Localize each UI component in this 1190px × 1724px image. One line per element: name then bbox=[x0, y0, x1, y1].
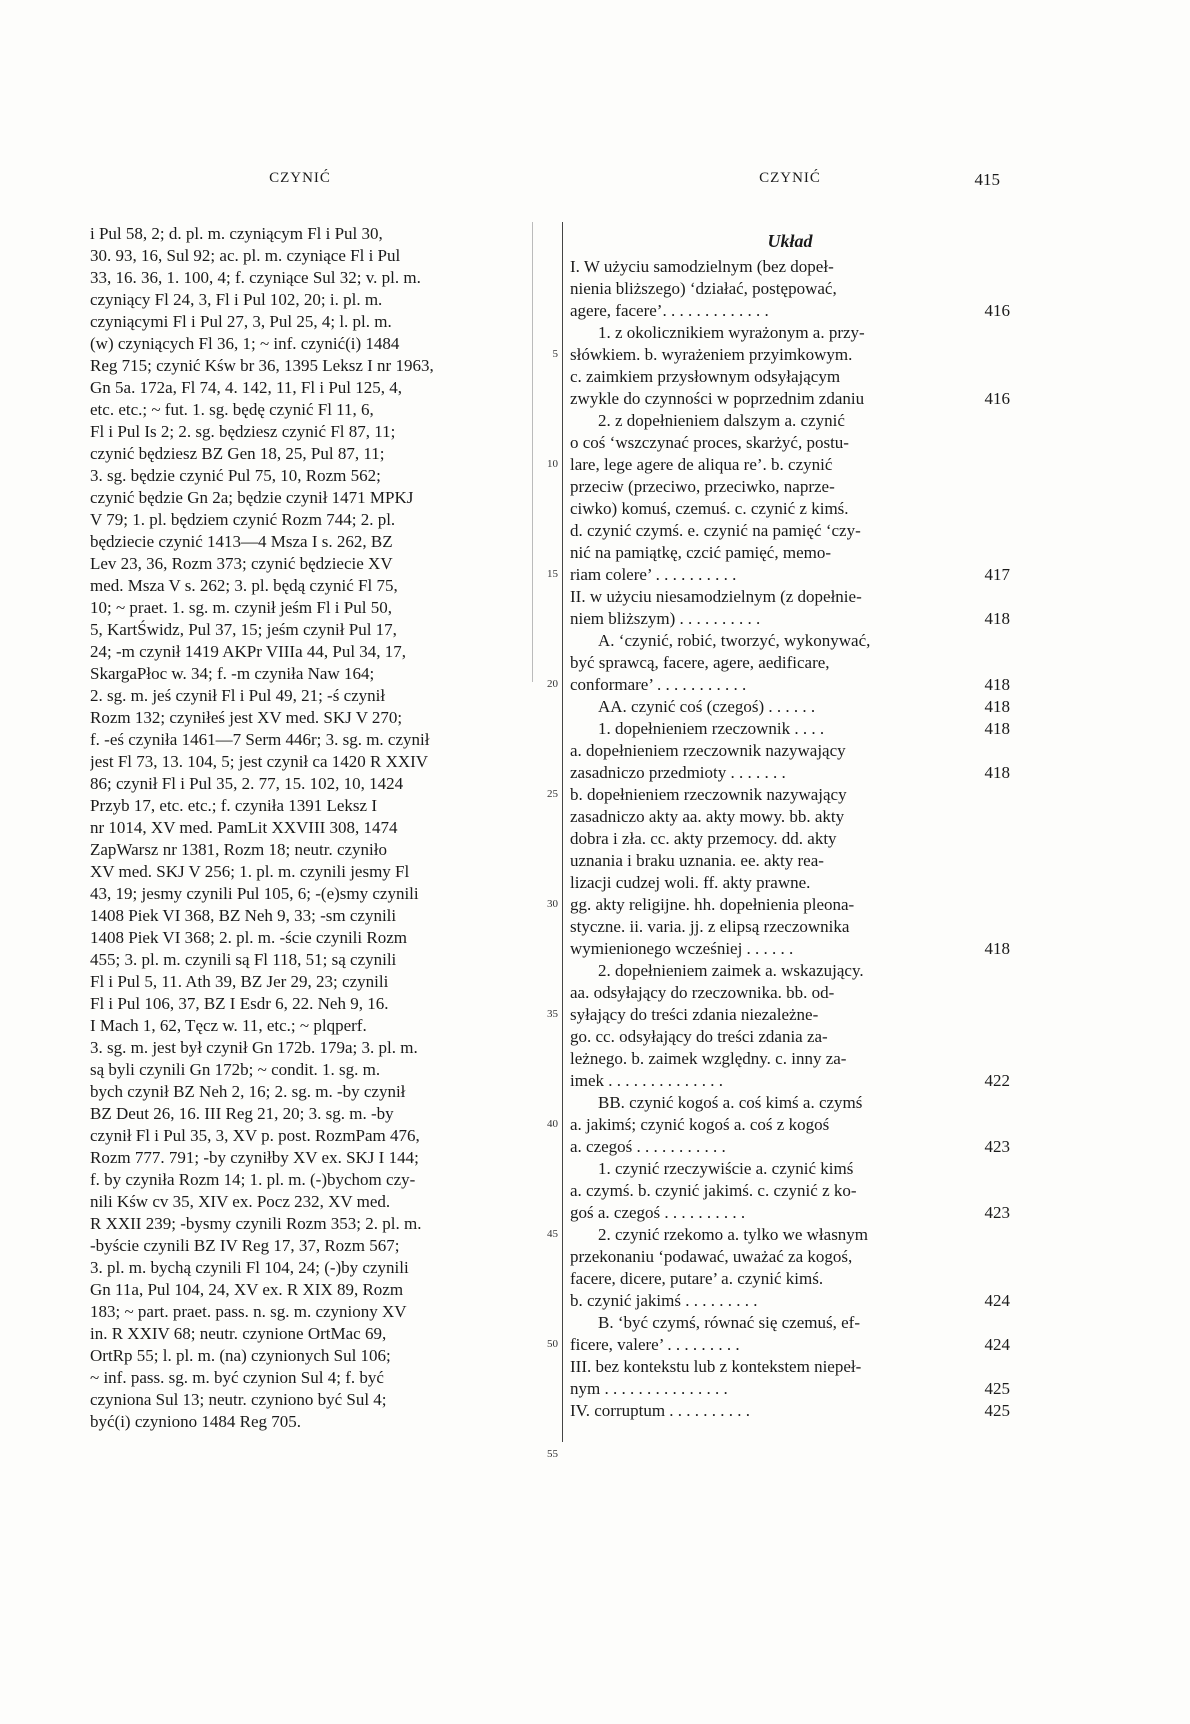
outline-line-text: lizacji cudzej woli. ff. akty prawne. bbox=[570, 873, 811, 892]
outline-page-ref: 423 bbox=[984, 1203, 1010, 1222]
outline-line bbox=[570, 872, 1010, 894]
entry-text-line: etc. etc.; ~ fut. 1. sg. będę czynić Fl 11, 6, bbox=[90, 400, 374, 419]
outline-line-text: nić na pamiątkę, czcić pamięć, memo- bbox=[570, 543, 832, 562]
outline-line bbox=[570, 1356, 1010, 1378]
outline-line-text: AA. czynić coś (czegoś) . . . . . . bbox=[598, 697, 816, 716]
outline-page-ref bbox=[962, 652, 1010, 674]
outline-page-ref: 417 bbox=[984, 565, 1010, 584]
entry-text-line: Gn 11a, Pul 104, 24, XV ex. R XIX 89, Rozm bbox=[90, 1280, 404, 1299]
entry-text-line: I Mach 1, 62, Tęcz w. 11, etc.; ~ plqperf. bbox=[90, 1016, 367, 1035]
outline-page-ref: 418 bbox=[984, 939, 1010, 958]
entry-text-line: -byście czynili BZ IV Reg 17, 37, Rozm 567; bbox=[90, 1236, 400, 1255]
outline-line-text: zasadniczo akty aa. akty mowy. bb. akty bbox=[570, 807, 845, 826]
outline-line bbox=[570, 1290, 1010, 1312]
outline-page-ref: 418 bbox=[984, 697, 1010, 716]
outline-line bbox=[570, 1224, 1010, 1246]
entry-text-line: 43, 19; jesmy czynili Pul 105, 6; -(e)smy czynili bbox=[90, 884, 419, 903]
outline-page-ref bbox=[962, 410, 1010, 432]
entry-text-line: BZ Deut 26, 16. III Reg 21, 20; 3. sg. m. -by bbox=[90, 1104, 394, 1123]
outline-line bbox=[570, 344, 1010, 366]
outline-line-text: być sprawcą, facere, agere, aedificare, bbox=[570, 653, 830, 672]
outline-line bbox=[570, 432, 1010, 454]
line-number: 15 bbox=[547, 568, 558, 580]
outline-page-ref bbox=[962, 1114, 1010, 1136]
outline-title: Układ bbox=[767, 231, 813, 251]
outline-page-ref bbox=[962, 872, 1010, 894]
outline-page-ref bbox=[962, 740, 1010, 762]
outline-line-text: gg. akty religijne. hh. dopełnienia pleona- bbox=[570, 895, 855, 914]
outline-line bbox=[570, 366, 1010, 388]
outline-page-ref bbox=[962, 1180, 1010, 1202]
outline-page-ref: 423 bbox=[984, 1137, 1010, 1156]
outline-line-text: ciwko) komuś, czemuś. c. czynić z kimś. bbox=[570, 499, 849, 518]
outline-page-ref: 418 bbox=[984, 609, 1010, 628]
outline-line bbox=[570, 652, 1010, 674]
entry-text-line: SkargaPłoc w. 34; f. -m czyniła Naw 164; bbox=[90, 664, 375, 683]
outline-line-text: b. czynić jakimś . . . . . . . . . bbox=[570, 1291, 758, 1310]
outline-line bbox=[570, 894, 1010, 916]
outline-line-text: go. cc. odsyłający do treści zdania za- bbox=[570, 1027, 828, 1046]
entry-text-line: 30. 93, 16, Sul 92; ac. pl. m. czyniące Fl i Pul bbox=[90, 246, 401, 265]
entry-text-line: 2. sg. m. jeś czynił Fl i Pul 49, 21; -ś czynił bbox=[90, 686, 386, 705]
outline-page-ref bbox=[962, 850, 1010, 872]
outline-page-ref bbox=[962, 542, 1010, 564]
entry-text-line: in. R XXIV 68; neutr. czynione OrtMac 69, bbox=[90, 1324, 387, 1343]
outline-line-text: 1. z okolicznikiem wyrażonym a. przy- bbox=[598, 323, 865, 342]
entry-text-line: 1408 Piek VI 368, BZ Neh 9, 33; -sm czynili bbox=[90, 906, 397, 925]
outline-line bbox=[570, 586, 1010, 608]
outline-line bbox=[570, 1334, 1010, 1356]
outline-line-text: 2. z dopełnieniem dalszym a. czynić bbox=[598, 411, 845, 430]
outline-line bbox=[570, 828, 1010, 850]
outline-line-text: 1. dopełnieniem rzeczownik . . . . bbox=[598, 719, 825, 738]
entry-text-line: 33, 16. 36, 1. 100, 4; f. czyniące Sul 32; v. pl. m. bbox=[90, 268, 421, 287]
outline-line-text: przeciw (przeciwo, przeciwko, naprze- bbox=[570, 477, 835, 496]
outline-page-ref bbox=[962, 806, 1010, 828]
outline-page-ref: 425 bbox=[984, 1401, 1010, 1420]
outline-line-text: uznania i braku uznania. ee. akty rea- bbox=[570, 851, 824, 870]
column-rule-thin bbox=[532, 222, 533, 682]
outline-line bbox=[570, 630, 1010, 652]
outline-line-text: słówkiem. b. wyrażeniem przyimkowym. bbox=[570, 345, 853, 364]
line-number: 55 bbox=[547, 1448, 558, 1460]
entry-text-line: 183; ~ part. praet. pass. n. sg. m. czyniony XV bbox=[90, 1302, 407, 1321]
outline-line-text: b. dopełnieniem rzeczownik nazywający bbox=[570, 785, 847, 804]
entry-text-line: V 79; 1. pl. będziem czynić Rozm 744; 2. pl. bbox=[90, 510, 396, 529]
outline-line bbox=[570, 850, 1010, 872]
outline-line bbox=[570, 608, 1010, 630]
outline-page-ref: 418 bbox=[984, 719, 1010, 738]
outline-page-ref bbox=[962, 1092, 1010, 1114]
outline-line-text: conformare’ . . . . . . . . . . . bbox=[570, 675, 747, 694]
line-number: 40 bbox=[547, 1118, 558, 1130]
entry-text-line: czynić będziesz BZ Gen 18, 25, Pul 87, 11; bbox=[90, 444, 385, 463]
outline-line-text: goś a. czegoś . . . . . . . . . . bbox=[570, 1203, 746, 1222]
outline-page-ref bbox=[962, 1048, 1010, 1070]
outline-line-text: IV. corruptum . . . . . . . . . . bbox=[570, 1401, 751, 1420]
outline-line-text: zasadniczo przedmioty . . . . . . . bbox=[570, 763, 786, 782]
entry-text-line: Lev 23, 36, Rozm 373; czynić będziecie XV bbox=[90, 554, 393, 573]
outline-line-text: 2. czynić rzekomo a. tylko we własnym bbox=[598, 1225, 869, 1244]
entry-text-line: 5, KartŚwidz, Pul 37, 15; jeśm czynił Pul 17, bbox=[90, 620, 397, 639]
entry-text-line: czyniona Sul 13; neutr. czyniono być Sul 4; bbox=[90, 1390, 387, 1409]
line-number: 5 bbox=[552, 348, 558, 360]
entry-text-line: 24; -m czynił 1419 AKPr VIIIa 44, Pul 34, 17, bbox=[90, 642, 407, 661]
entry-text-line: f. -eś czyniła 1461—7 Serm 446r; 3. sg. m. czynił bbox=[90, 730, 430, 749]
outline-line-text: 1. czynić rzeczywiście a. czynić kimś bbox=[598, 1159, 854, 1178]
entry-text-line: czyniący Fl 24, 3, Fl i Pul 102, 20; i. pl. m. bbox=[90, 290, 383, 309]
outline-line-text: wymienionego wcześniej . . . . . . bbox=[570, 939, 794, 958]
outline-line bbox=[570, 322, 1010, 344]
entry-text-line: jest Fl 73, 13. 104, 5; jest czynił ca 1420 R XXIV bbox=[90, 752, 429, 771]
outline-page-ref bbox=[962, 366, 1010, 388]
outline-line bbox=[570, 1312, 1010, 1334]
outline-page-ref bbox=[962, 828, 1010, 850]
outline-page-ref bbox=[962, 916, 1010, 938]
outline-line bbox=[570, 1268, 1010, 1290]
outline-page-ref bbox=[962, 1158, 1010, 1180]
outline-line bbox=[570, 564, 1010, 586]
outline-line bbox=[570, 1048, 1010, 1070]
outline-page-ref bbox=[962, 454, 1010, 476]
entry-text-line: będziecie czynić 1413—4 Msza I s. 262, BZ bbox=[90, 532, 393, 551]
outline-line bbox=[570, 674, 1010, 696]
outline-line-text: syłający do treści zdania niezależne- bbox=[570, 1005, 819, 1024]
outline-line-text: A. ‘czynić, robić, tworzyć, wykonywać, bbox=[598, 631, 871, 650]
outline-line-text: c. zaimkiem przysłownym odsyłającym bbox=[570, 367, 841, 386]
outline-page-ref bbox=[962, 960, 1010, 982]
running-head-right: CZYNIĆ bbox=[759, 170, 821, 186]
entry-text-line: 86; czynił Fl i Pul 35, 2. 77, 15. 102, 10, 1424 bbox=[90, 774, 404, 793]
entry-text-line: med. Msza V s. 262; 3. pl. będą czynić Fl 75, bbox=[90, 576, 398, 595]
outline-line bbox=[570, 1092, 1010, 1114]
outline-line-text: 2. dopełnieniem zaimek a. wskazujący. bbox=[598, 961, 864, 980]
outline-line bbox=[570, 982, 1010, 1004]
entry-text-line: bych czynił BZ Neh 2, 16; 2. sg. m. -by czynił bbox=[90, 1082, 406, 1101]
outline-line bbox=[570, 916, 1010, 938]
outline-page-ref bbox=[962, 1356, 1010, 1378]
outline-line bbox=[570, 1004, 1010, 1026]
outline-line bbox=[570, 498, 1010, 520]
outline-line-text: aa. odsyłający do rzeczownika. bb. od- bbox=[570, 983, 835, 1002]
outline-line-text: nienia bliższego) ‘działać, postępować, bbox=[570, 279, 837, 298]
running-head-left: CZYNIĆ bbox=[269, 170, 331, 186]
outline-line-text: przekonaniu ‘podawać, uważać za kogoś, bbox=[570, 1247, 853, 1266]
outline-line-text: I. W użyciu samodzielnym (bez dopeł- bbox=[570, 257, 834, 276]
outline-page-ref bbox=[962, 322, 1010, 344]
entry-text-line: Gn 5a. 172a, Fl 74, 4. 142, 11, Fl i Pul 125, 4, bbox=[90, 378, 402, 397]
outline-line bbox=[570, 542, 1010, 564]
outline-line bbox=[570, 300, 1010, 322]
outline-line-text: d. czynić czymś. e. czynić na pamięć ‘czy- bbox=[570, 521, 861, 540]
entry-text-line: Fl i Pul 106, 37, BZ I Esdr 6, 22. Neh 9, 16. bbox=[90, 994, 389, 1013]
outline-line bbox=[570, 1136, 1010, 1158]
entry-text-line: być(i) czyniono 1484 Reg 705. bbox=[90, 1412, 302, 1431]
outline-page-ref bbox=[962, 1004, 1010, 1026]
outline-line bbox=[570, 1180, 1010, 1202]
line-number: 25 bbox=[547, 788, 558, 800]
outline-page-ref: 424 bbox=[984, 1291, 1010, 1310]
entry-text-line: XV med. SKJ V 256; 1. pl. m. czynili jesmy Fl bbox=[90, 862, 410, 881]
outline-line-text: II. w użyciu niesamodzielnym (z dopełnie- bbox=[570, 587, 862, 606]
outline-page-ref: 422 bbox=[984, 1071, 1010, 1090]
outline-line bbox=[570, 1400, 1010, 1422]
line-number: 20 bbox=[547, 678, 558, 690]
outline-page-ref bbox=[962, 1312, 1010, 1334]
outline-page-ref bbox=[962, 586, 1010, 608]
outline-line-text: imek . . . . . . . . . . . . . . bbox=[570, 1071, 723, 1090]
outline-line-text: styczne. ii. varia. jj. z elipsą rzeczownika bbox=[570, 917, 850, 936]
outline-page-ref bbox=[962, 1224, 1010, 1246]
outline-page-ref: 416 bbox=[984, 389, 1010, 408]
outline-line-text: riam colere’ . . . . . . . . . . bbox=[570, 565, 737, 584]
outline-page-ref bbox=[962, 520, 1010, 542]
outline-line bbox=[570, 388, 1010, 410]
outline-line-text: a. dopełnieniem rzeczownik nazywający bbox=[570, 741, 846, 760]
entry-text-line: Rozm 777. 791; -by czyniłby XV ex. SKJ I 144; bbox=[90, 1148, 419, 1167]
entry-text-line: nili Kśw cv 35, XIV ex. Pocz 232, XV med. bbox=[90, 1192, 391, 1211]
outline-page-ref: 424 bbox=[984, 1335, 1010, 1354]
entry-text-line: f. by czyniła Rozm 14; 1. pl. m. (-)bychom czy- bbox=[90, 1170, 416, 1189]
outline-line-text: niem bliższym) . . . . . . . . . . bbox=[570, 609, 761, 628]
outline-line-text: agere, facere’. . . . . . . . . . . . . bbox=[570, 301, 769, 320]
outline-line-text: lare, lege agere de aliqua re’. b. czynić bbox=[570, 455, 833, 474]
entry-text-line: Fl i Pul Is 2; 2. sg. będziesz czynić Fl 87, 11; bbox=[90, 422, 396, 441]
right-column-outline bbox=[570, 226, 1010, 1422]
entry-text-line: R XXII 239; -bysmy czynili Rozm 353; 2. pl. m. bbox=[90, 1214, 422, 1233]
line-number: 30 bbox=[547, 898, 558, 910]
outline-page-ref bbox=[962, 1026, 1010, 1048]
outline-page-ref: 418 bbox=[984, 675, 1010, 694]
entry-text-line: 3. sg. m. jest był czynił Gn 172b. 179a; 3. pl. m. bbox=[90, 1038, 418, 1057]
entry-text-line: Reg 715; czynić Kśw br 36, 1395 Leksz I nr 1963, bbox=[90, 356, 434, 375]
outline-line bbox=[570, 762, 1010, 784]
entry-text-line: 3. sg. będzie czynić Pul 75, 10, Rozm 562; bbox=[90, 466, 381, 485]
outline-line-text: B. ‘być czymś, równać się czemuś, ef- bbox=[598, 1313, 860, 1332]
outline-line-text: a. jakimś; czynić kogoś a. coś z kogoś bbox=[570, 1115, 830, 1134]
outline-page-ref bbox=[962, 476, 1010, 498]
outline-line-text: BB. czynić kogoś a. coś kimś a. czymś bbox=[598, 1093, 863, 1112]
outline-line bbox=[570, 476, 1010, 498]
outline-line bbox=[570, 1246, 1010, 1268]
outline-line bbox=[570, 740, 1010, 762]
outline-page-ref bbox=[962, 630, 1010, 652]
outline-page-ref bbox=[962, 1268, 1010, 1290]
entry-text-line: nr 1014, XV med. PamLit XXVIII 308, 1474 bbox=[90, 818, 398, 837]
outline-page-ref: 416 bbox=[984, 301, 1010, 320]
entry-text-line: są byli czynili Gn 172b; ~ condit. 1. sg. m. bbox=[90, 1060, 381, 1079]
outline-line bbox=[570, 410, 1010, 432]
entry-text-line: Fl i Pul 5, 11. Ath 39, BZ Jer 29, 23; czynili bbox=[90, 972, 389, 991]
page-number: 415 bbox=[974, 170, 1000, 189]
outline-line bbox=[570, 256, 1010, 278]
outline-line-text: a. czymś. b. czynić jakimś. c. czynić z ko- bbox=[570, 1181, 857, 1200]
left-column-text bbox=[90, 223, 520, 1433]
entry-text-line: czynić będzie Gn 2a; będzie czynił 1471 MPKJ bbox=[90, 488, 414, 507]
entry-text-line: (w) czyniących Fl 36, 1; ~ inf. czynić(i) 1484 bbox=[90, 334, 400, 353]
entry-text-line: 1408 Piek VI 368; 2. pl. m. -ście czynili Rozm bbox=[90, 928, 407, 947]
entry-text-line: ~ inf. pass. sg. m. być czynion Sul 4; f. być bbox=[90, 1368, 384, 1387]
line-number: 35 bbox=[547, 1008, 558, 1020]
entry-text-line: Przyb 17, etc. etc.; f. czyniła 1391 Leksz I bbox=[90, 796, 378, 815]
line-number: 10 bbox=[547, 458, 558, 470]
outline-line bbox=[570, 938, 1010, 960]
entry-text-line: 455; 3. pl. m. czynili są Fl 118, 51; są czynili bbox=[90, 950, 397, 969]
outline-page-ref bbox=[962, 432, 1010, 454]
outline-line-text: o coś ‘wszczynać proces, skarżyć, postu- bbox=[570, 433, 849, 452]
outline-page-ref: 418 bbox=[984, 763, 1010, 782]
outline-page-ref: 425 bbox=[984, 1379, 1010, 1398]
outline-line bbox=[570, 1378, 1010, 1400]
outline-line bbox=[570, 718, 1010, 740]
outline-page-ref bbox=[962, 278, 1010, 300]
outline-line-text: ficere, valere’ . . . . . . . . . bbox=[570, 1335, 740, 1354]
line-number: 50 bbox=[547, 1338, 558, 1350]
outline-page-ref bbox=[962, 256, 1010, 278]
column-rule bbox=[562, 222, 563, 1442]
entry-text-line: ZapWarsz nr 1381, Rozm 18; neutr. czyniło bbox=[90, 840, 388, 859]
outline-line-text: nym . . . . . . . . . . . . . . . bbox=[570, 1379, 728, 1398]
outline-line bbox=[570, 1158, 1010, 1180]
outline-line-text: leżnego. b. zaimek względny. c. inny za- bbox=[570, 1049, 847, 1068]
outline-line-text: zwykle do czynności w poprzednim zdaniu bbox=[570, 389, 865, 408]
entry-text-line: Rozm 132; czyniłeś jest XV med. SKJ V 270; bbox=[90, 708, 403, 727]
line-number: 45 bbox=[547, 1228, 558, 1240]
outline-line bbox=[570, 1026, 1010, 1048]
outline-line bbox=[570, 454, 1010, 476]
outline-line bbox=[570, 520, 1010, 542]
outline-line bbox=[570, 1070, 1010, 1092]
outline-line bbox=[570, 806, 1010, 828]
outline-line-text: a. czegoś . . . . . . . . . . . bbox=[570, 1137, 726, 1156]
outline-line bbox=[570, 1202, 1010, 1224]
entry-text-line: i Pul 58, 2; d. pl. m. czyniącym Fl i Pul 30, bbox=[90, 224, 383, 243]
entry-text-line: 3. pl. m. bychą czynili Fl 104, 24; (-)by czynili bbox=[90, 1258, 409, 1277]
outline-page-ref bbox=[962, 784, 1010, 806]
entry-text-line: czynił Fl i Pul 35, 3, XV p. post. RozmPam 476, bbox=[90, 1126, 420, 1145]
outline-line-text: III. bez kontekstu lub z kontekstem niepeł- bbox=[570, 1357, 862, 1376]
outline-page-ref bbox=[962, 344, 1010, 366]
outline-line bbox=[570, 278, 1010, 300]
entry-text-line: czyniącymi Fl i Pul 27, 3, Pul 25, 4; l. pl. m. bbox=[90, 312, 392, 331]
outline-page-ref bbox=[962, 982, 1010, 1004]
entry-text-line: OrtRp 55; l. pl. m. (na) czynionych Sul 106; bbox=[90, 1346, 391, 1365]
entry-text-line: 10; ~ praet. 1. sg. m. czynił jeśm Fl i Pul 50, bbox=[90, 598, 392, 617]
outline-line bbox=[570, 784, 1010, 806]
outline-line-text: facere, dicere, putare’ a. czynić kimś. bbox=[570, 1269, 824, 1288]
outline-page-ref bbox=[962, 894, 1010, 916]
outline-line bbox=[570, 960, 1010, 982]
outline-line bbox=[570, 1114, 1010, 1136]
outline-page-ref bbox=[962, 1246, 1010, 1268]
outline-line-text: dobra i zła. cc. akty przemocy. dd. akty bbox=[570, 829, 837, 848]
outline-page-ref bbox=[962, 498, 1010, 520]
outline-line bbox=[570, 696, 1010, 718]
